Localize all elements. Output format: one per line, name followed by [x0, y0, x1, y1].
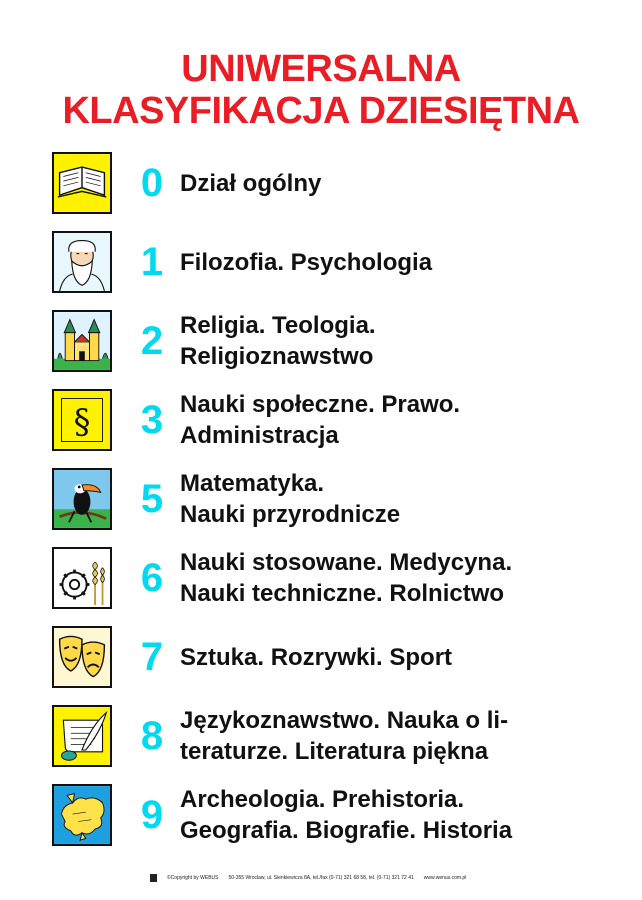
classification-row-0	[52, 152, 632, 218]
publisher-logo-icon	[150, 874, 157, 882]
class-label-line1: Sztuka. Rozrywki. Sport	[180, 643, 453, 671]
class-number: 0	[140, 161, 164, 205]
classification-row-1	[52, 231, 632, 297]
paragraph-sign-icon	[52, 389, 112, 451]
classification-row-3	[52, 389, 632, 455]
classification-row-9	[52, 784, 632, 850]
class-label-line2: Nauki przyrodnicze	[180, 501, 401, 528]
class-number: 3	[140, 398, 164, 442]
class-label	[180, 784, 640, 846]
gear-wheat-icon	[52, 547, 112, 609]
philosopher-icon	[52, 231, 112, 293]
quill-scroll-icon	[52, 705, 112, 767]
church-icon	[52, 310, 112, 372]
class-label-line2: Administracja	[180, 422, 339, 449]
poster-title-line1: UNIWERSALNA	[181, 48, 461, 90]
class-label-line2: Religioznawstwo	[180, 343, 374, 370]
classification-row-8	[52, 705, 632, 771]
class-number: 7	[140, 635, 164, 679]
toucan-icon	[52, 468, 112, 530]
footer-website[interactable]: www.wenus.com.pl	[423, 875, 467, 881]
class-label-line2: Nauki techniczne. Rolnictwo	[180, 580, 505, 607]
classification-row-2	[52, 310, 632, 376]
classification-row-7	[52, 626, 632, 692]
class-label-line1: Archeologia. Prehistoria.	[180, 786, 465, 813]
class-number: 2	[140, 319, 164, 363]
open-book-icon	[52, 152, 112, 214]
footer-copyright: ©Copyright by WEBUS	[167, 875, 219, 881]
class-label	[180, 705, 640, 767]
footer	[150, 872, 550, 884]
class-number: 5	[140, 477, 164, 521]
class-number: 8	[140, 714, 164, 758]
class-number: 6	[140, 556, 164, 600]
class-number: 9	[140, 793, 164, 837]
class-label-line1: Filozofia. Psychologia	[180, 248, 433, 276]
class-label-line1: Matematyka.	[180, 470, 325, 497]
europe-map-icon	[52, 784, 112, 846]
class-label	[180, 547, 640, 609]
class-label	[180, 468, 640, 530]
class-label-line1: Dział ogólny	[180, 169, 322, 197]
theater-masks-icon	[52, 626, 112, 688]
class-label-line1: Językoznawstwo. Nauka o li-	[180, 707, 509, 734]
class-label	[180, 231, 640, 293]
classification-row-5	[52, 468, 632, 534]
class-label-line2: teraturze. Literatura piękna	[180, 738, 489, 765]
class-label	[180, 626, 640, 688]
class-label-line2: Geografia. Biografie. Historia	[180, 817, 513, 844]
poster-title-line2: KLASYFIKACJA DZIESIĘTNA	[62, 90, 580, 132]
class-label-line1: Nauki społeczne. Prawo.	[180, 391, 461, 418]
footer-address: 50-355 Wrocław, ul. Sienkiewicza 8A, tel./fax (0-71) 321 68 58, tel. (0-71) 321 72 41	[228, 875, 414, 881]
classification-row-6	[52, 547, 632, 613]
svg-text:§: §	[73, 402, 91, 442]
class-number: 1	[140, 240, 164, 284]
class-label-line1: Nauki stosowane. Medycyna.	[180, 549, 513, 576]
class-label	[180, 389, 640, 451]
class-label	[180, 152, 640, 214]
class-label-line1: Religia. Teologia.	[180, 312, 376, 339]
class-label	[180, 310, 640, 372]
